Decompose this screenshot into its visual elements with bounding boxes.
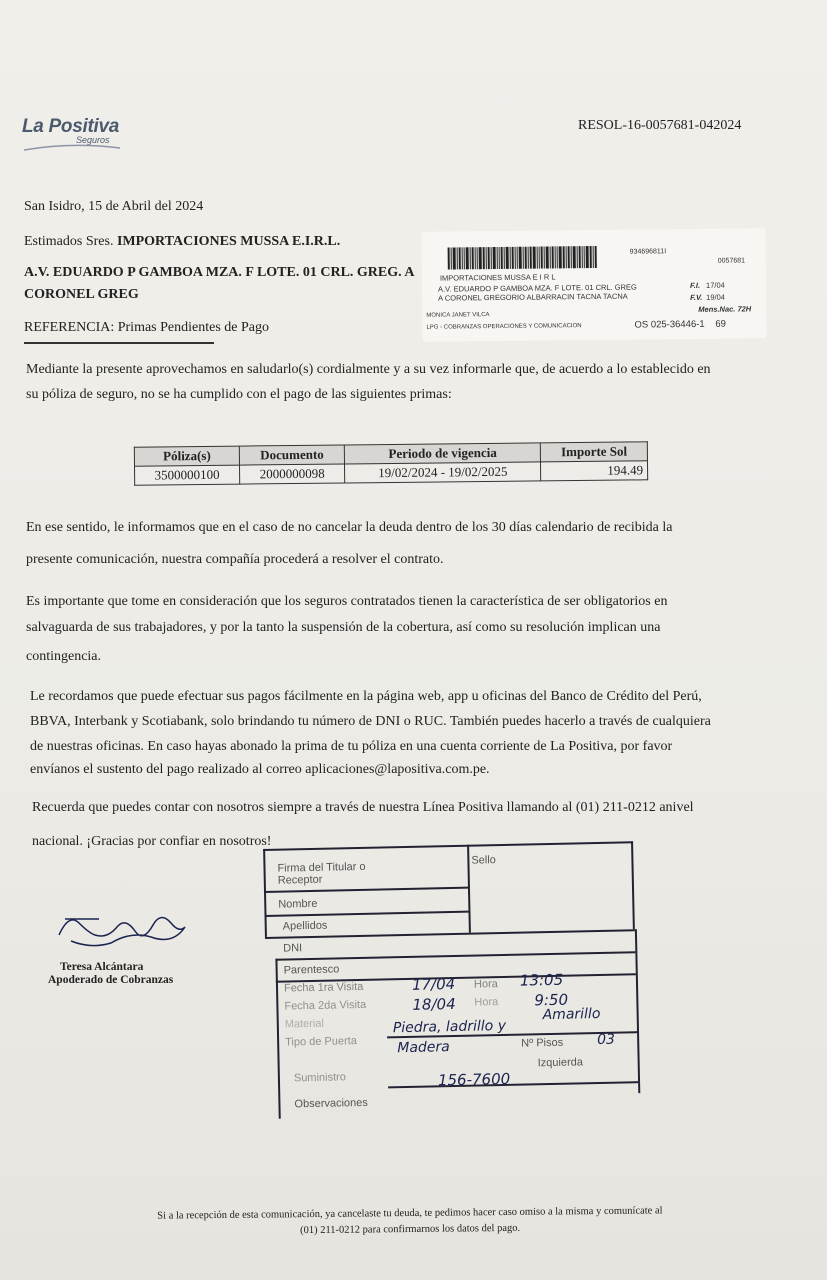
sello-label: Sello	[471, 854, 496, 867]
material-label: Material	[284, 1017, 325, 1031]
para4-line-2: nacional. ¡Gracias por confiar en nosotros!	[32, 834, 272, 849]
cell-periodo: 19/02/2024 - 19/02/2025	[345, 462, 541, 483]
form-border	[264, 911, 468, 917]
barcode-number: 934696811I	[629, 248, 667, 256]
label-company: IMPORTACIONES MUSSA E I R L	[439, 272, 556, 283]
form-border	[635, 929, 640, 1093]
para3-line-1: Le recordamos que puede efectuar sus pagos fácilmente en la página web, app u oficinas del Banco de Crédito del Perú,	[30, 689, 702, 704]
para3-line-2: BBVA, Interbank y Scotiabank, solo brindando tu número de DNI o RUC. También puedes hacerlo a través de cualquiera	[30, 714, 711, 729]
hora1-value: 13:05	[519, 970, 564, 990]
para3-line-3: de nuestras oficinas. En caso hayas abonado la prima de tu póliza en una cuenta corriente de La Positiva, por favor	[30, 739, 673, 754]
hora2-value: 9:50	[534, 990, 569, 1010]
form-border	[264, 887, 468, 893]
pisos-value: 03	[597, 1031, 616, 1049]
label-dept: LPG - COBRANZAS OPERACIONES Y COMUNICACION	[426, 323, 582, 331]
th-poliza: Póliza(s)	[134, 446, 239, 466]
nombre-label: Nombre	[278, 897, 318, 911]
label-os-label: OS	[634, 319, 649, 331]
para4-line-1: Recuerda que puedes contar con nosotros siempre a través de nuestra Línea Positiva llamando al (01) 211-0212 anivel	[32, 800, 694, 815]
label-fi-label: F.I.	[689, 280, 701, 290]
apellidos-label: Apellidos	[282, 919, 328, 933]
para1-line-1: En ese sentido, le informamos que en el caso de no cancelar la deuda dentro de los 30 días calendario de recibida la	[26, 520, 673, 535]
mail-label	[421, 228, 766, 342]
izquierda-label: Izquierda	[537, 1056, 584, 1070]
address-line-2: CORONEL GREG	[24, 287, 139, 302]
table-row	[135, 461, 648, 485]
label-mens: Mens.Nac. 72H	[698, 304, 752, 314]
firma-label: Firma del Titular o Receptor	[277, 860, 366, 887]
form-border	[388, 1081, 638, 1088]
para2-line-3: contingencia.	[26, 649, 102, 664]
intro-line-1: Mediante la presente aprovechamos en saludarlo(s) cordialmente y a su vez informarle que, de acuerdo a lo establecido en	[26, 362, 711, 377]
reference: REFERENCIA: Primas Pendientes de Pago	[24, 320, 269, 335]
receipt-form	[263, 841, 645, 1129]
cell-documento: 2000000098	[240, 464, 345, 484]
footer-note	[110, 1203, 710, 1241]
label-address-1: A.V. EDUARDO P GAMBOA MZA. F LOTE. 01 CRL. GREG	[437, 282, 637, 294]
signer-name: Teresa Alcántara	[60, 961, 144, 973]
para2-line-2: salvaguarda de sus trabajadores, y por la tanto la suspensión de la cobertura, así como su resolución implican una	[26, 620, 661, 635]
footer-line-2: (01) 211-0212 para confirmarnos los datos del pago.	[299, 1222, 521, 1237]
policy-table	[134, 441, 648, 485]
para3-line-4: envíanos el sustento del pago realizado al correo aplicaciones@lapositiva.com.pe.	[30, 762, 490, 777]
hora2-label: Hora	[474, 996, 499, 1009]
suministro-value: 156-7600	[437, 1069, 511, 1090]
pisos-label: Nº Pisos	[521, 1036, 564, 1050]
parentesco-label: Parentesco	[283, 963, 340, 977]
hora1-label: Hora	[473, 978, 498, 991]
observaciones-label: Observaciones	[294, 1096, 368, 1111]
place-date: San Isidro, 15 de Abril del 2024	[24, 199, 204, 214]
label-agent: MONICA JANET VILCA	[426, 312, 490, 319]
form-border	[263, 841, 633, 850]
color-value: Amarillo	[542, 1005, 601, 1024]
cell-poliza: 3500000100	[135, 465, 240, 485]
company-logo: La Positiva	[22, 116, 120, 137]
barcode	[448, 246, 624, 270]
para2-line-1: Es importante que tome en consideración que los seguros contratados tienen la característica de ser obligatorios en	[26, 594, 668, 609]
dni-label: DNI	[283, 942, 303, 955]
form-border	[631, 841, 634, 929]
label-os-value: 025-36446-1	[650, 318, 705, 331]
recipient-name: IMPORTACIONES MUSSA E.I.R.L.	[116, 234, 341, 249]
puerta-label: Tipo de Puerta	[285, 1035, 358, 1049]
label-fv-value: 19/04	[706, 292, 725, 302]
label-address-2: A CORONEL GREGORIO ALBARRACIN TACNA TACNA	[438, 291, 628, 303]
fecha2-label: Fecha 2da Visita	[284, 998, 367, 1013]
label-os	[634, 320, 726, 330]
footer-line-1: Si a la recepción de esta comunicación, ya cancelaste tu deuda, te pedimos hacer caso omiso a la misma y comunícate al	[157, 1205, 663, 1222]
salutation	[24, 230, 340, 254]
cell-importe: 194.49	[541, 461, 648, 481]
address-line-1: A.V. EDUARDO P GAMBOA MZA. F LOTE. 01 CRL. GREG. A	[24, 265, 415, 280]
salutation-prefix: Estimados Sres.	[24, 234, 114, 249]
intro-line-2: su póliza de seguro, no se ha cumplido con el pago de las siguientes primas:	[26, 387, 452, 402]
form-border	[275, 951, 635, 960]
label-fi-value: 17/04	[705, 280, 725, 290]
form-border	[263, 849, 266, 937]
handwritten-signature-icon	[55, 905, 190, 953]
label-os-count: 69	[715, 318, 726, 330]
th-periodo: Periodo de vigencia	[344, 443, 540, 464]
form-border	[275, 959, 280, 1119]
label-fv-label: F.V.	[690, 292, 703, 302]
material-value: Piedra, ladrillo y	[392, 1017, 507, 1037]
puerta-value: Madera	[397, 1039, 450, 1057]
signer-role: Apoderado de Cobranzas	[48, 974, 174, 986]
para1-line-2: presente comunicación, nuestra compañía procederá a resolver el contrato.	[26, 552, 444, 567]
reference-underline	[24, 342, 214, 344]
th-importe: Importe Sol	[541, 442, 648, 462]
resolution-code: RESOL-16-0057681-042024	[578, 118, 742, 133]
fecha1-label: Fecha 1ra Visita	[283, 980, 364, 995]
suministro-label: Suministro	[293, 1071, 347, 1085]
label-ref-code: 0057681	[717, 257, 746, 265]
fecha2-value: 18/04	[412, 994, 456, 1014]
logo-swoosh-icon	[22, 140, 122, 154]
company-logo-sub: Seguros	[76, 135, 110, 145]
fecha1-value: 17/04	[411, 974, 456, 994]
th-documento: Documento	[239, 445, 344, 465]
form-border	[467, 845, 470, 933]
